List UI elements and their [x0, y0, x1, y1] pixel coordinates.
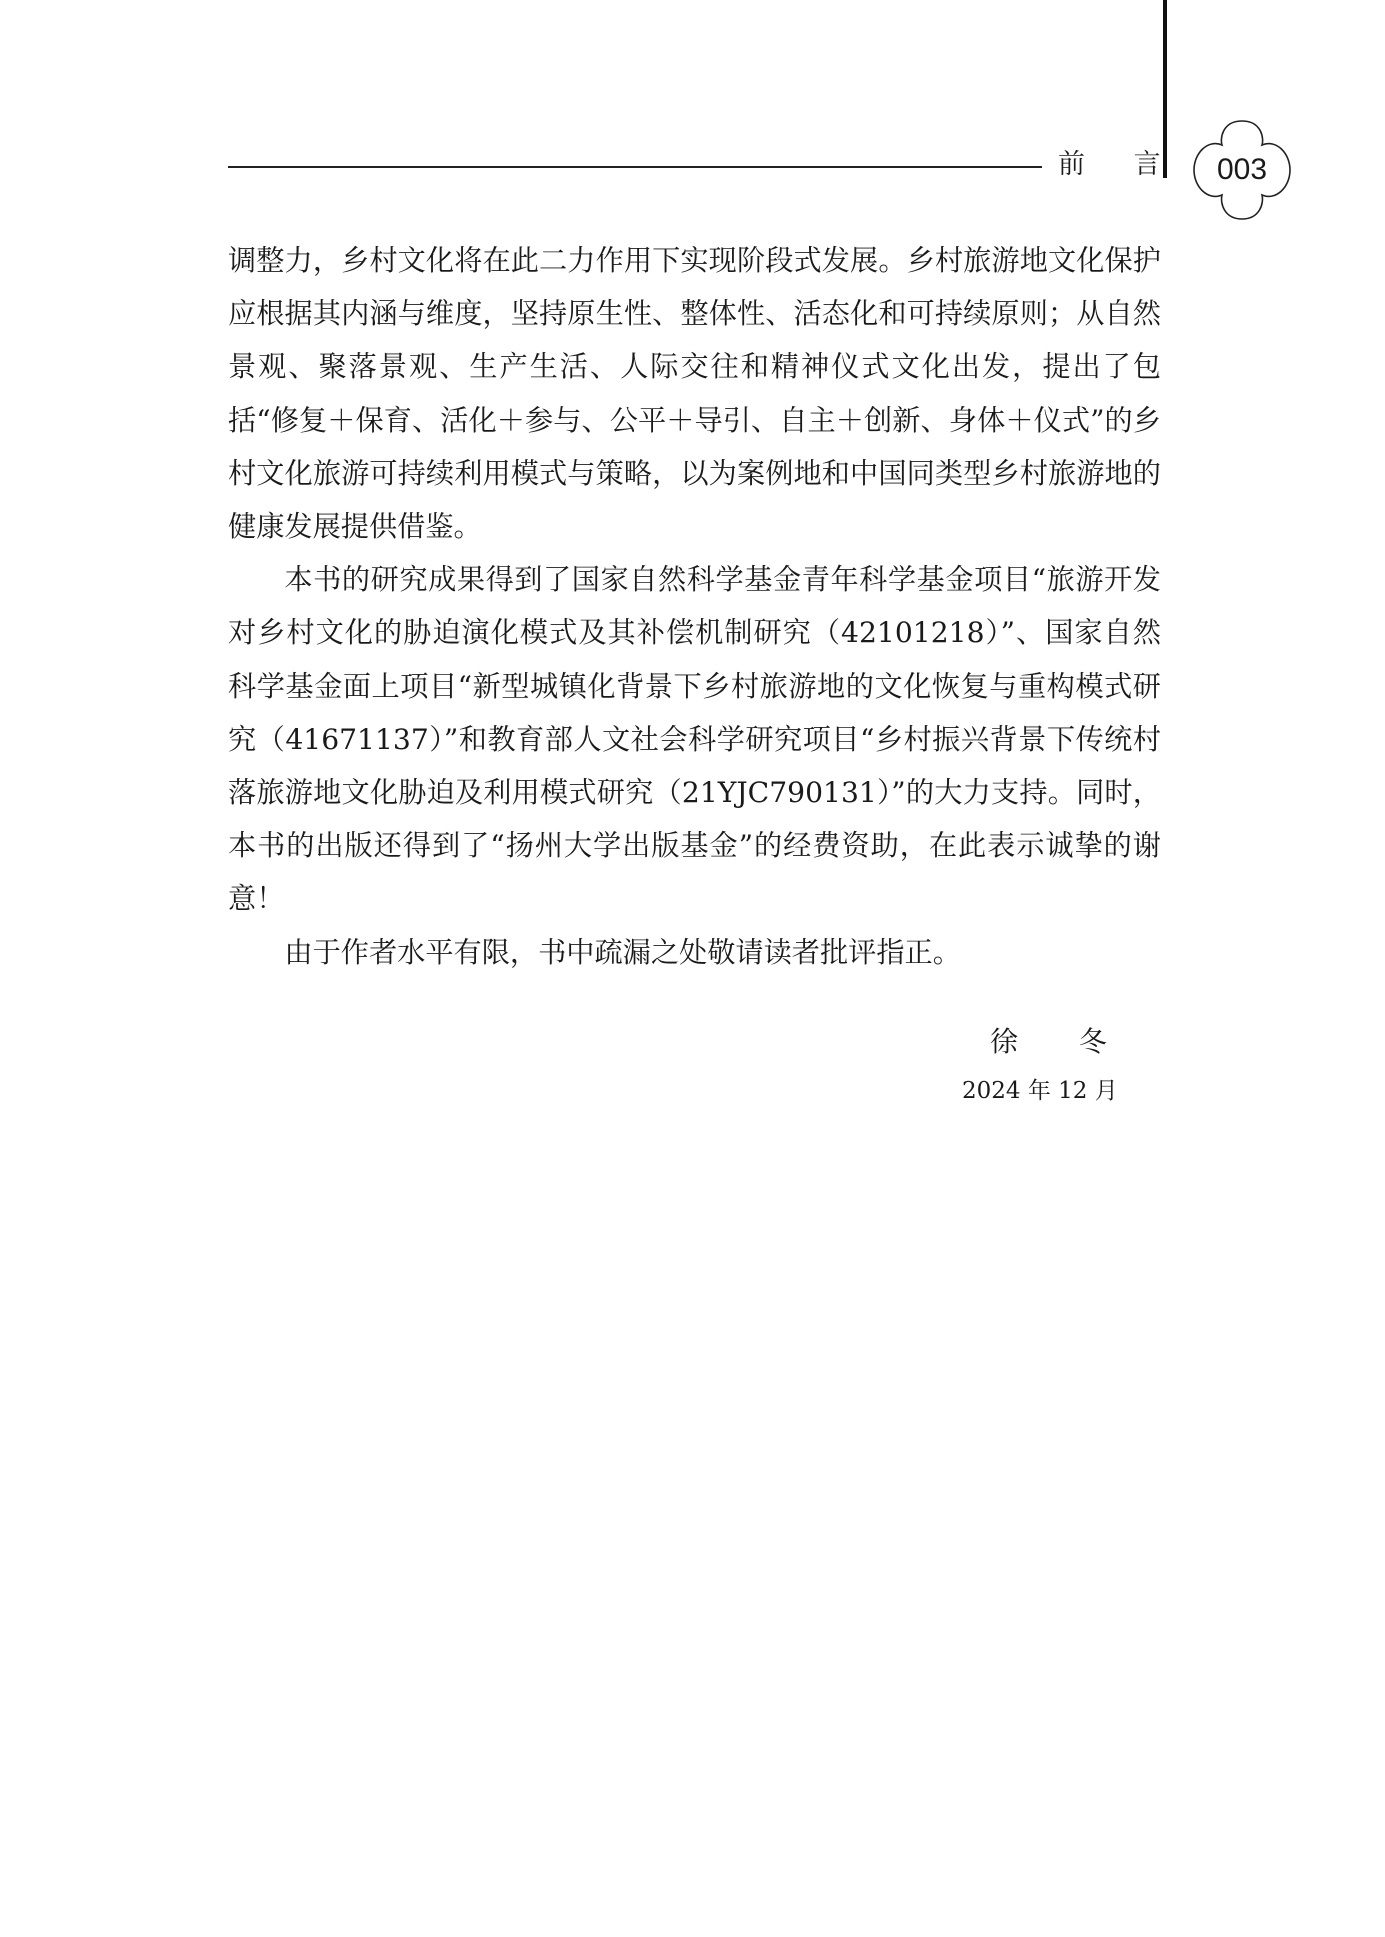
signature-date: 2024 年 12 月 [962, 1078, 1118, 1104]
paragraph: 由于作者水平有限，书中疏漏之处敬请读者批评指正。 [284, 935, 961, 969]
paragraph: 本书的研究成果得到了国家自然科学基金青年科学基金项目“旅游开发对乡村文化的胁迫演化模式及其补偿机制研究（42101218）”、国家自然科学基金面上项目“新型城镇化背景下乡村旅游地的文化恢复与重构模式研究（41671137）”和教育部人文社会科学研究项目“乡村振兴背景下传统村落旅游地文化胁迫及利用模式研究（21YJC790131）”的大力支持。同时，本书的出版还得到了“扬州大学出版基金”的经费资助，在此表示诚挚的谢意！ [228, 563, 1161, 916]
paragraph: 调整力，乡村文化将在此二力作用下实现阶段式发展。乡村旅游地文化保护应根据其内涵与维度，坚持原生性、整体性、活态化和可持续原则；从自然景观、聚落景观、生产生活、人际交往和精神仪式文化出发，提出了包括“修复＋保育、活化＋参与、公平＋导引、自主＋创新、身体＋仪式”的乡村文化旅游可持续利用模式与策略，以为案例地和中国同类型乡村旅游地的健康发展提供借鉴。 [228, 244, 1161, 544]
author-signature: 徐 冬 [990, 1025, 1133, 1058]
running-header-title: 前 言 [1058, 149, 1181, 180]
header-rule [228, 166, 1042, 168]
page-number: 003 [1216, 153, 1268, 186]
body-text [228, 234, 1161, 979]
